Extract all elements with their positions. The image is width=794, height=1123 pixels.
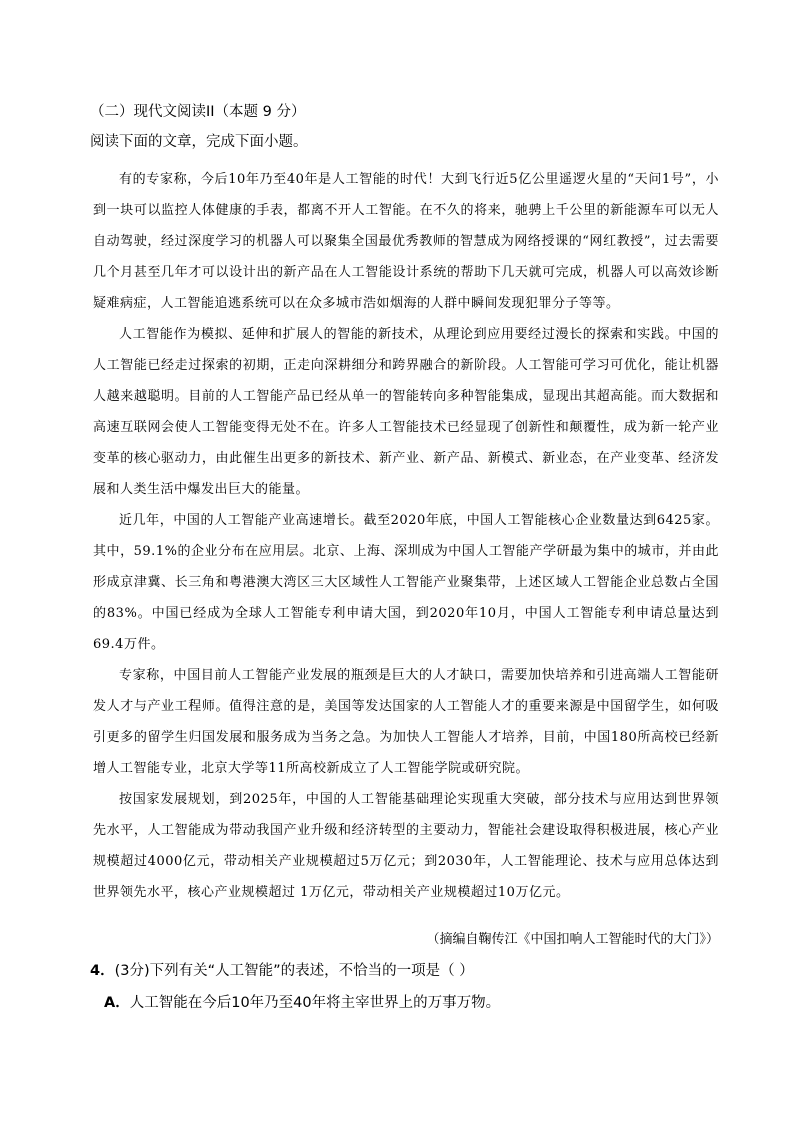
- question-4: [90, 960, 474, 982]
- section-title: （二）现代文阅读II（本题 9 分）: [90, 104, 306, 120]
- question-number: 4．: [90, 963, 115, 979]
- article-source: （摘编自鞠传江《中国扣响人工智能时代的大门》）: [426, 932, 719, 947]
- question-stem: (3分)下列有关“人工智能”的表述，不恰当的一项是（ ）: [114, 963, 474, 979]
- option-text: 人工智能在今后10年乃至40年将主宰世界上的万事万物。: [129, 995, 501, 1011]
- option-a[interactable]: [104, 992, 500, 1014]
- article-paragraph-3: 近几年，中国的人工智能产业高速增长。截至2020年底，中国人工智能核心企业数量达到6425家。其中，59.1%的企业分布在应用层。北京、上海、深圳成为中国人工智能产学研最为集中的城市，并由此形成京津冀、长三角和粤港澳大湾区三大区域性人工智能产业聚集带，上述区域人工智能企业总数占全国的83%。中国已经成为全球人工智能专利申请大国，到2020年10月，中国人工智能专利申请总量达到69.4万件。: [93, 513, 719, 652]
- option-letter: A．: [104, 995, 130, 1011]
- article-paragraph-1: 有的专家称，今后10年乃至40年是人工智能的时代！大到飞行近5亿公里遥逻火星的“天问1号”，小到一块可以监控人体健康的手表，都离不开人工智能。在不久的将来，驰骋上千公里的新能源车可以无人自动驾驶，经过深度学习的机器人可以聚集全国最优秀教师的智慧成为网络授课的“网红教授”，过去需要几个月甚至几年才可以设计出的新产品在人工智能设计系统的帮助下几天就可完成，机器人可以高效诊断疑难病症，人工智能追逃系统可以在众多城市浩如烟海的人群中瞬间发现犯罪分子等等。: [93, 172, 719, 311]
- article-paragraph-5: 按国家发展规划，到2025年，中国的人工智能基础理论实现重大突破，部分技术与应用达到世界领先水平，人工智能成为带动我国产业升级和经济转型的主要动力，智能社会建设取得积极进展，核心产业规模超过4000亿元，带动相关产业规模超过5万亿元；到2030年，人工智能理论、技术与应用总体达到世界领先水平，核心产业规模超过 1万亿元，带动相关产业规模超过10万亿元。: [93, 792, 719, 900]
- article-paragraph-2: 人工智能作为模拟、延伸和扩展人的智能的新技术，从理论到应用要经过漫长的探索和实践。中国的人工智能已经走过探索的初期，正走向深耕细分和跨界融合的新阶段。人工智能可学习可优化，能让机器人越来越聪明。目前的人工智能产品已经从单一的智能转向多种智能集成，显现出其超高能。而大数据和高速互联网会使人工智能变得无处不在。许多人工智能技术已经显现了创新性和颠覆性，成为新一轮产业变革的核心驱动力，由此催生出更多的新技术、新产业、新产品、新模式、新业态，在产业变革、经济发展和人类生活中爆发出巨大的能量。: [93, 327, 719, 497]
- article-body: [93, 164, 719, 908]
- article-paragraph-4: 专家称，中国目前人工智能产业发展的瓶颈是巨大的人才缺口，需要加快培养和引进高端人工智能研发人才与产业工程师。值得注意的是，美国等发达国家的人工智能人才的重要来源是中国留学生，如何吸引更多的留学生归国发展和服务成为当务之急。为加快人工智能人才培养，目前，中国180所高校已经新增人工智能专业，北京大学等11所高校新成立了人工智能学院或研究院。: [93, 668, 719, 776]
- reading-instruction: 阅读下面的文章，完成下面小题。: [90, 134, 308, 150]
